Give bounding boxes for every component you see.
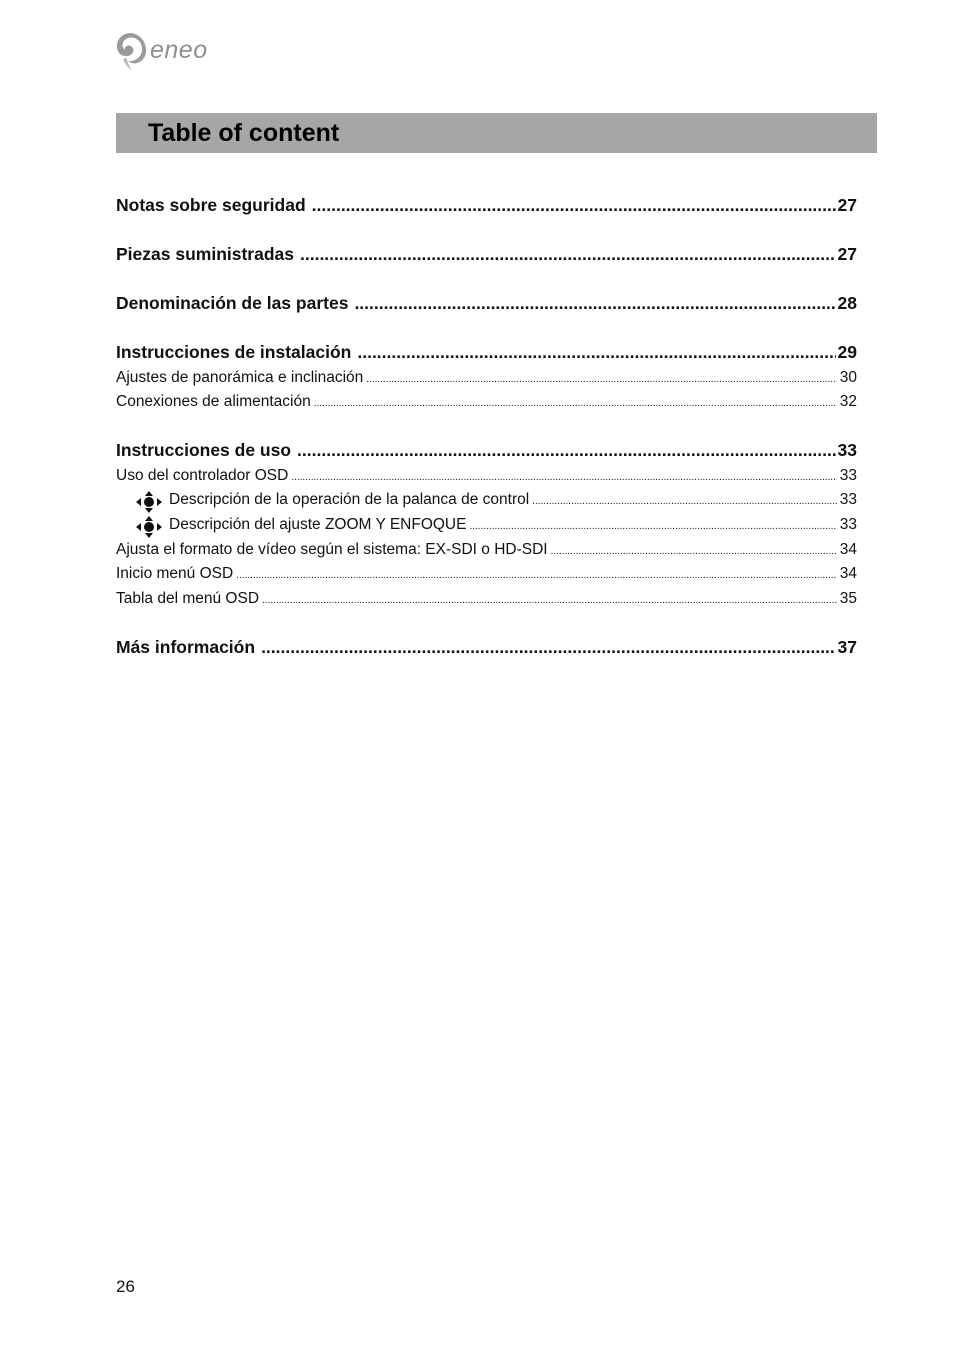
toc-entry-label: Conexiones de alimentación <box>116 393 311 410</box>
toc-entry-label: Piezas suministradas <box>116 244 294 264</box>
toc-leader-dots <box>300 244 836 265</box>
toc-entry-label: Instrucciones de uso <box>116 440 292 460</box>
joystick-direction-icon <box>136 491 162 513</box>
toc-entry-label: Denominación de las partes <box>116 293 349 313</box>
toc-leader-dots <box>262 595 837 606</box>
toc-entry[interactable] <box>116 440 857 464</box>
toc-entry-page: 34 <box>839 565 857 582</box>
toc-entry-label: Descripción de la operación de la palanca de control <box>169 491 530 508</box>
toc-subentry[interactable] <box>116 541 857 563</box>
toc-entry[interactable] <box>116 293 857 317</box>
toc-entry-page: 29 <box>837 342 857 362</box>
toc-entry[interactable] <box>116 244 857 268</box>
toc-entry-label: Uso del controlador OSD <box>116 467 289 484</box>
toc-subentry[interactable] <box>136 491 857 513</box>
toc-leader-dots <box>469 521 836 532</box>
toc-subentry[interactable] <box>116 369 857 391</box>
toc-leader-dots <box>551 546 837 557</box>
toc-entry-page: 33 <box>837 440 857 460</box>
toc-entry-label: Notas sobre seguridad <box>116 195 306 215</box>
toc-leader-dots <box>261 637 835 658</box>
toc-entry-label: Descripción del ajuste ZOOM Y ENFOQUE <box>169 516 467 533</box>
toc-entry[interactable] <box>116 195 857 219</box>
toc-entry-page: 35 <box>839 590 857 607</box>
toc-entry-label: Más información <box>116 637 256 657</box>
toc-subentry[interactable] <box>116 565 857 587</box>
toc-subentry[interactable] <box>116 467 857 489</box>
toc-entry-page: 34 <box>839 541 857 558</box>
toc-entry-page: 37 <box>837 637 857 657</box>
toc-leader-dots <box>236 570 837 581</box>
toc-entry-page: 28 <box>837 293 857 313</box>
toc-leader-dots <box>532 496 837 507</box>
toc-leader-dots <box>354 293 835 314</box>
toc-entry-page: 27 <box>837 195 857 215</box>
toc-entry-label: Ajusta el formato de vídeo según el sistema: EX-SDI o HD-SDI <box>116 541 548 558</box>
toc-entry-page: 33 <box>839 491 857 508</box>
logo-text: eneo <box>150 35 208 64</box>
toc-leader-dots <box>291 472 836 483</box>
toc-entry-page: 33 <box>839 467 857 484</box>
toc-entry-label: Tabla del menú OSD <box>116 590 260 607</box>
eneo-logo <box>114 30 208 72</box>
toc-subentry[interactable] <box>116 393 857 415</box>
toc-entry-label: Inicio menú OSD <box>116 565 234 582</box>
toc-entry-label: Instrucciones de instalación <box>116 342 352 362</box>
toc-leader-dots <box>357 342 835 363</box>
toc-entry-page: 30 <box>839 369 857 386</box>
toc-leader-dots <box>314 398 837 409</box>
toc-leader-dots <box>366 374 836 385</box>
joystick-direction-icon <box>136 516 162 538</box>
page-number: 26 <box>116 1277 135 1296</box>
toc-subentry[interactable] <box>116 590 857 612</box>
toc-entry-label: Ajustes de panorámica e inclinación <box>116 369 364 386</box>
toc-leader-dots <box>312 195 836 216</box>
toc-entry-page: 32 <box>839 393 857 410</box>
toc-entry[interactable] <box>116 342 857 366</box>
title-bar <box>116 113 877 153</box>
toc-leader-dots <box>297 440 835 461</box>
page-title: Table of content <box>148 119 340 147</box>
toc-entry-page: 27 <box>837 244 857 264</box>
toc-subentry[interactable] <box>136 516 857 538</box>
toc-entry[interactable] <box>116 637 857 661</box>
eneo-swirl-icon <box>114 31 148 71</box>
toc-entry-page: 33 <box>839 516 857 533</box>
